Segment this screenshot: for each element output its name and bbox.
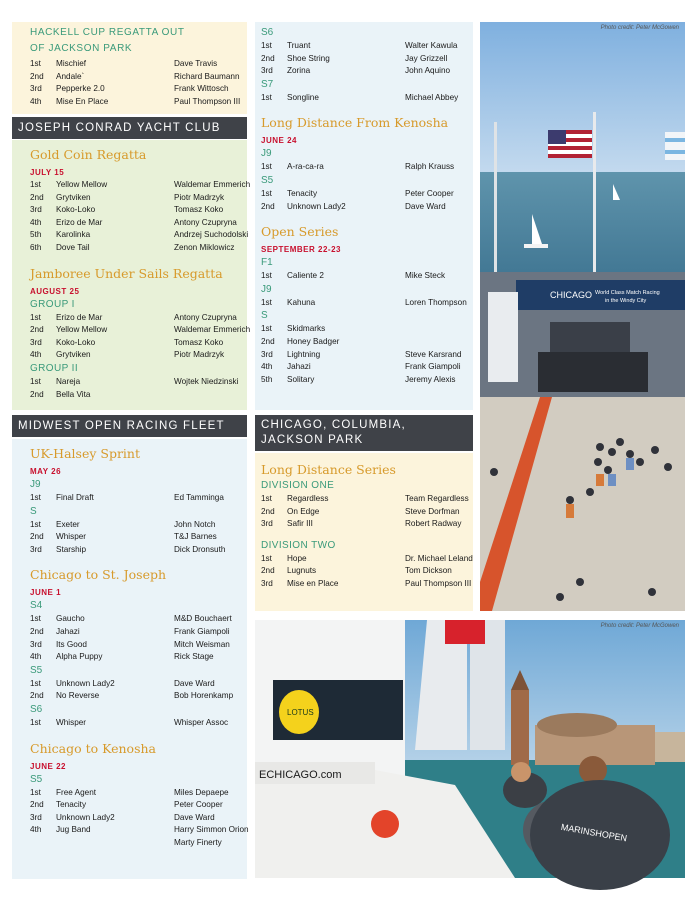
place-label: 4th [30,350,42,360]
result-row [30,204,241,217]
result-row [30,337,241,350]
results-list [30,179,251,255]
skipper-name: Frank Giampoli [174,626,230,636]
class-label: S7 [261,78,274,90]
club-header-line1: CHICAGO, COLUMBIA, [261,419,406,431]
regatta-date: JULY 15 [30,168,65,177]
club-header-line2: JACKSON PARK [261,434,364,446]
skipper-name: M&D Bouchaert [174,614,232,624]
skipper-name: Jay Grizzell [405,53,448,63]
place-label: 1st [30,717,41,727]
result-row [30,531,241,544]
place-label: 2nd [30,192,44,202]
boat-name: Unknown Lady2 [56,812,115,822]
place-label: 4th [30,96,42,106]
result-row-extra [30,837,241,850]
boat-name: Final Draft [56,493,94,502]
result-row [30,376,241,389]
place-label: 2nd [261,201,275,211]
results-list [261,40,467,78]
boat-name: Starship [56,544,87,554]
boat-name: Skidmarks [287,324,326,334]
skipper-name: Miles Depaepe [174,787,229,797]
skipper-name [405,323,467,336]
result-row [261,161,467,174]
regatta-title: UK-Halsey Sprint [30,446,140,461]
place-label: 1st [30,376,41,386]
skipper-name: Peter Cooper [174,800,223,810]
result-row [30,717,241,730]
class-label: S5 [30,773,43,785]
result-row [261,40,467,53]
skipper-name: Dick Dronsuth [174,544,226,554]
place-label: 2nd [261,506,275,516]
skipper-name: Piotr Madrzyk [174,192,225,202]
sailboat-photo-art [255,620,685,878]
col2-top-panel [255,22,473,410]
results-list [30,787,249,837]
regatta-date: JUNE 24 [261,136,297,146]
boat-name: Mise en Place [287,578,339,588]
place-label: 1st [30,678,41,688]
skipper-name: Paul Thompson III [405,578,472,588]
boat-name: Solitary [287,374,315,384]
boat-name: Shoe String [287,53,330,63]
navy-pier-photo-art [480,22,685,611]
skipper-name: Bob Horenkamp [174,691,234,701]
result-row [30,389,241,402]
regatta-title: Gold Coin Regatta [30,147,147,162]
navy-pier-photo [480,22,685,611]
skipper-name: Richard Baumann [174,71,240,81]
class-label: S6 [261,27,274,38]
result-row [261,493,467,506]
skipper-name: Robert Radway [405,519,462,529]
boat-name: Kahuna [287,297,316,307]
skipper-name: Frank Giampoli [405,362,461,372]
place-label: 1st [261,324,272,334]
class-label: GROUP I [30,298,75,310]
skipper-name: Tomasz Koko [174,337,224,347]
skipper-name: Antony Czupryna [174,217,237,227]
boat-name: Lugnuts [287,566,317,576]
banner-logo-text: CHICAGO [550,290,593,300]
boat-name: Zorina [287,66,311,76]
place-label: 1st [30,787,41,797]
result-row [30,544,241,557]
result-row [261,565,467,578]
boat-name: Yellow Mellow [56,325,108,335]
skipper-name: Dave Ward [174,812,215,822]
boat-name: On Edge [287,506,320,516]
skipper-name: Mike Steck [405,271,446,281]
boat-name: Koko-Loko [56,337,96,347]
boat-name: Unknown Lady2 [287,201,346,211]
result-row [30,639,241,652]
club-header-midwest: MIDWEST OPEN RACING FLEET [12,415,247,437]
boat-name: Lightning [287,349,321,359]
boat-name: Its Good [56,639,87,649]
result-row [261,65,467,78]
results-list [30,678,241,703]
chicago-columbia-panel [255,453,473,611]
boat-name: Nareja [56,376,81,386]
boat-name: Tenacity [56,800,87,810]
result-row [30,613,241,626]
place-label: 4th [261,362,273,372]
place-label: 2nd [30,532,44,542]
result-row [261,349,467,362]
boat-name: Exeter [56,519,80,529]
place-label: 2nd [30,389,44,399]
skipper-name: Dave Travis [174,59,218,68]
skipper-name: Steve Dorfman [405,506,460,516]
place-label: 1st [261,553,272,563]
results-list [30,58,241,108]
results-list [261,553,473,591]
skipper-name: Mitch Weisman [174,639,230,649]
place-label: 3rd [261,578,273,588]
regatta-title: Jamboree Under Sails Regatta [30,265,223,281]
hull-text: ECHICAGO.com [259,769,342,781]
place-label: 4th [30,217,42,227]
place-label: 1st [261,41,272,50]
place-label: 5th [261,374,273,384]
results-list [30,492,241,505]
place-label: 3rd [30,205,42,215]
sail-logo-text: LOTUS [287,708,314,717]
boat-name: Whisper [56,532,87,542]
skipper-name: John Aquino [405,66,451,76]
boat-name: Jahazi [56,626,80,636]
photo-credit: Photo credit: Peter McGowen [600,25,679,31]
place-label: 1st [30,519,41,529]
us-flag-icon [548,130,592,158]
place-label: 2nd [261,336,275,346]
result-row [30,96,241,109]
boat-name: Safir III [287,519,313,529]
skipper-name: Frank Wittosch [174,84,229,94]
result-row [30,324,251,337]
skipper-name: Paul Thompson III [174,96,241,106]
photo-credit: Photo credit: Peter McGowen [600,623,679,629]
result-row [261,578,472,591]
hackell-title-line1: HACKELL CUP REGATTA OUT [30,27,185,38]
place-label: 1st [30,312,41,322]
result-row [30,824,249,837]
skipper-name [174,389,241,402]
boat-name: Tenacity [287,188,318,198]
joseph-conrad-panel [12,140,251,410]
boat-name: Grytviken [56,350,91,360]
regatta-title: Long Distance From Kenosha [261,115,449,131]
skipper-name: Ed Tamminga [174,493,224,502]
place-label: 1st [261,188,272,198]
result-row [30,690,241,703]
banner-tagline-line2: in the Windy City [605,298,647,304]
skipper-name: Whisper Assoc [174,717,229,727]
class-label: S5 [30,664,43,676]
result-row [261,506,467,519]
skipper-name: Jeremy Alexis [405,374,456,384]
class-label: S [30,505,37,517]
boat-name: Erizo de Mar [56,312,103,322]
boat-name: Truant [287,41,311,50]
result-row [30,349,241,362]
boat-name: Yellow Mellow [56,180,108,189]
skipper-name: Marty Finerty [174,837,222,847]
boat-name: Whisper [56,717,87,727]
place-label: 3rd [261,349,273,359]
regatta-date: JUNE 22 [30,761,66,771]
crew-shirt-text: MARINSHOPEN [560,821,628,844]
boat-name: Karolinka [56,230,91,240]
skipper-name: Zenon Miklowicz [174,242,235,252]
boat-name: Caliente 2 [287,271,324,281]
result-row [30,312,241,325]
regatta-date: MAY 26 [30,467,62,476]
results-list [30,376,241,401]
place-label: 5th [30,230,42,240]
result-row [30,519,241,532]
skipper-name: Ralph Krauss [405,162,455,172]
class-label: J9 [261,148,272,160]
result-row [30,678,241,691]
results-list [261,92,467,105]
boat-name: Mise En Place [56,96,109,106]
place-label: 1st [261,92,272,102]
skipper-name: Team Regardless [405,494,469,503]
skipper-name: Loren Thompson [405,297,467,307]
result-row [30,217,241,230]
skipper-name: Dave Ward [405,201,446,211]
boat-name: Unknown Lady2 [56,678,115,688]
place-label: 1st [30,180,41,189]
class-label: GROUP II [30,362,79,374]
result-row [30,229,249,242]
sailboat-photo [255,620,685,878]
result-row [30,812,241,825]
ld-kenosha-section [261,114,467,213]
results-list [30,519,241,557]
st-joseph-section [30,566,241,729]
result-row [30,192,241,205]
results-list [30,312,251,362]
skipper-name: Harry Simmon Orion [174,825,249,835]
place-label: 3rd [30,639,42,649]
boat-name: Jug Band [56,825,91,835]
boat-name: Songline [287,92,319,102]
skipper-name: Antony Czupryna [174,312,237,322]
class-label: J9 [261,283,272,295]
results-list [261,493,467,531]
skipper-name: Rick Stage [174,652,214,662]
skipper-name: Peter Cooper [405,188,454,198]
result-row [261,361,467,374]
place-label: 3rd [30,544,42,554]
result-row [30,787,241,800]
club-header-joseph-conrad: JOSEPH CONRAD YACHT CLUB [12,117,247,139]
regatta-title: Long Distance Series [261,462,396,477]
skipper-name: T&J Barnes [174,532,217,542]
regatta-date: JUNE 1 [30,588,62,598]
result-row [30,71,241,84]
boat-name: A-ra-ca-ra [287,162,324,172]
boat-name: Erizo de Mar [56,217,103,227]
skipper-name: Walter Kawula [405,41,458,50]
skipper-name: Dr. Michael Leland [405,553,473,563]
results-list [30,717,241,730]
place-label: 1st [30,614,41,624]
skipper-name: Andrzej Suchodolski [174,230,249,240]
place-label: 2nd [261,566,275,576]
boat-name: Regardless [287,494,329,503]
boat-name: Hope [287,553,307,563]
class-label: S [261,310,268,322]
skipper-name: Tomasz Koko [174,205,224,215]
place-label: 1st [261,271,272,281]
place-label: 2nd [30,626,44,636]
skipper-name: Dave Ward [174,678,215,688]
regatta-date: SEPTEMBER 22-23 [261,245,341,255]
results-list [261,188,467,213]
result-row [261,374,467,387]
place-label: 6th [30,242,42,252]
skipper-name: Waldemar Emmerich [174,325,251,335]
place-label: 1st [30,59,41,68]
boat-name: Koko-Loko [56,205,96,215]
result-row [261,553,473,566]
skipper-name [405,336,467,349]
boat-name: No Reverse [56,691,100,701]
boat-name: Andale` [56,71,85,81]
skipper-name: Steve Karsrand [405,349,462,359]
class-label: DIVISION TWO [261,539,336,551]
class-label: J9 [30,479,41,490]
place-label: 2nd [261,53,275,63]
banner-tagline-line1: World Class Match Racing [595,290,660,296]
place-label: 2nd [30,691,44,701]
boat-name: Mischief [56,59,87,68]
skipper-name: Tom Dickson [405,566,452,576]
skipper-name: John Notch [174,519,216,529]
result-row [261,188,467,201]
skipper-name: Michael Abbey [405,92,459,102]
result-row [261,518,467,531]
hackell-title-line2: OF JACKSON PARK [30,43,133,54]
class-label: S6 [30,703,43,715]
club-header-chicago-columbia [255,415,473,451]
result-row [30,626,241,639]
boat-name: Grytviken [56,192,91,202]
place-label: 1st [261,162,272,172]
hackell-cup-panel [12,22,247,114]
place-label: 1st [30,493,41,502]
regatta-title: Chicago to St. Joseph [30,567,167,583]
result-row [261,201,467,214]
midwest-panel [12,439,247,879]
result-row [30,492,241,505]
place-label: 2nd [30,800,44,810]
class-label: F1 [261,257,273,269]
boat-name: Gaucho [56,614,85,624]
result-row [261,92,467,105]
result-row [261,297,467,310]
place-label: 3rd [261,66,273,76]
skipper-name: Waldemar Emmerich [174,180,251,189]
class-label: S5 [261,174,274,186]
result-row [261,270,467,283]
place-label: 3rd [30,84,42,94]
place-label: 2nd [30,325,44,335]
result-row [30,799,241,812]
kenosha-section [30,740,249,850]
boat-name: Dove Tail [56,242,90,252]
result-row [30,83,241,96]
result-row [30,58,241,71]
s6-s7-section [261,26,467,104]
gold-coin-section [30,146,251,255]
result-row [30,179,251,192]
boat-name: Alpha Puppy [56,652,103,662]
regatta-title: Open Series [261,224,339,240]
results-list [261,323,467,386]
boat-name: Free Agent [56,787,97,797]
skipper-name: Wojtek Niedzinski [174,376,239,386]
result-row [261,53,467,66]
place-label: 1st [261,494,272,503]
results-list [261,297,467,310]
regatta-date: AUGUST 25 [30,286,80,296]
results-list [261,270,467,283]
place-label: 1st [261,297,272,307]
uk-halsey-section [30,445,241,556]
place-label: 4th [30,652,42,662]
boat-name: Pepperke 2.0 [56,84,105,94]
boat-name: Jahazi [287,362,311,372]
results-list [261,161,467,174]
result-row [30,242,241,255]
place-label: 3rd [261,519,273,529]
boat-name: Honey Badger [287,336,340,346]
place-label: 2nd [30,71,44,81]
boat-name: Bella Vita [56,389,91,399]
result-row [30,651,241,664]
jamboree-section [30,265,251,402]
skipper-name: Piotr Madrzyk [174,350,225,360]
place-label: 3rd [30,812,42,822]
results-list [30,613,241,663]
class-label: DIVISION ONE [261,480,335,491]
result-row [261,336,467,349]
result-row [261,323,467,336]
open-series-section [261,223,467,386]
class-label: S4 [30,600,43,612]
place-label: 4th [30,825,42,835]
regatta-title: Chicago to Kenosha [30,740,156,756]
place-label: 3rd [30,337,42,347]
